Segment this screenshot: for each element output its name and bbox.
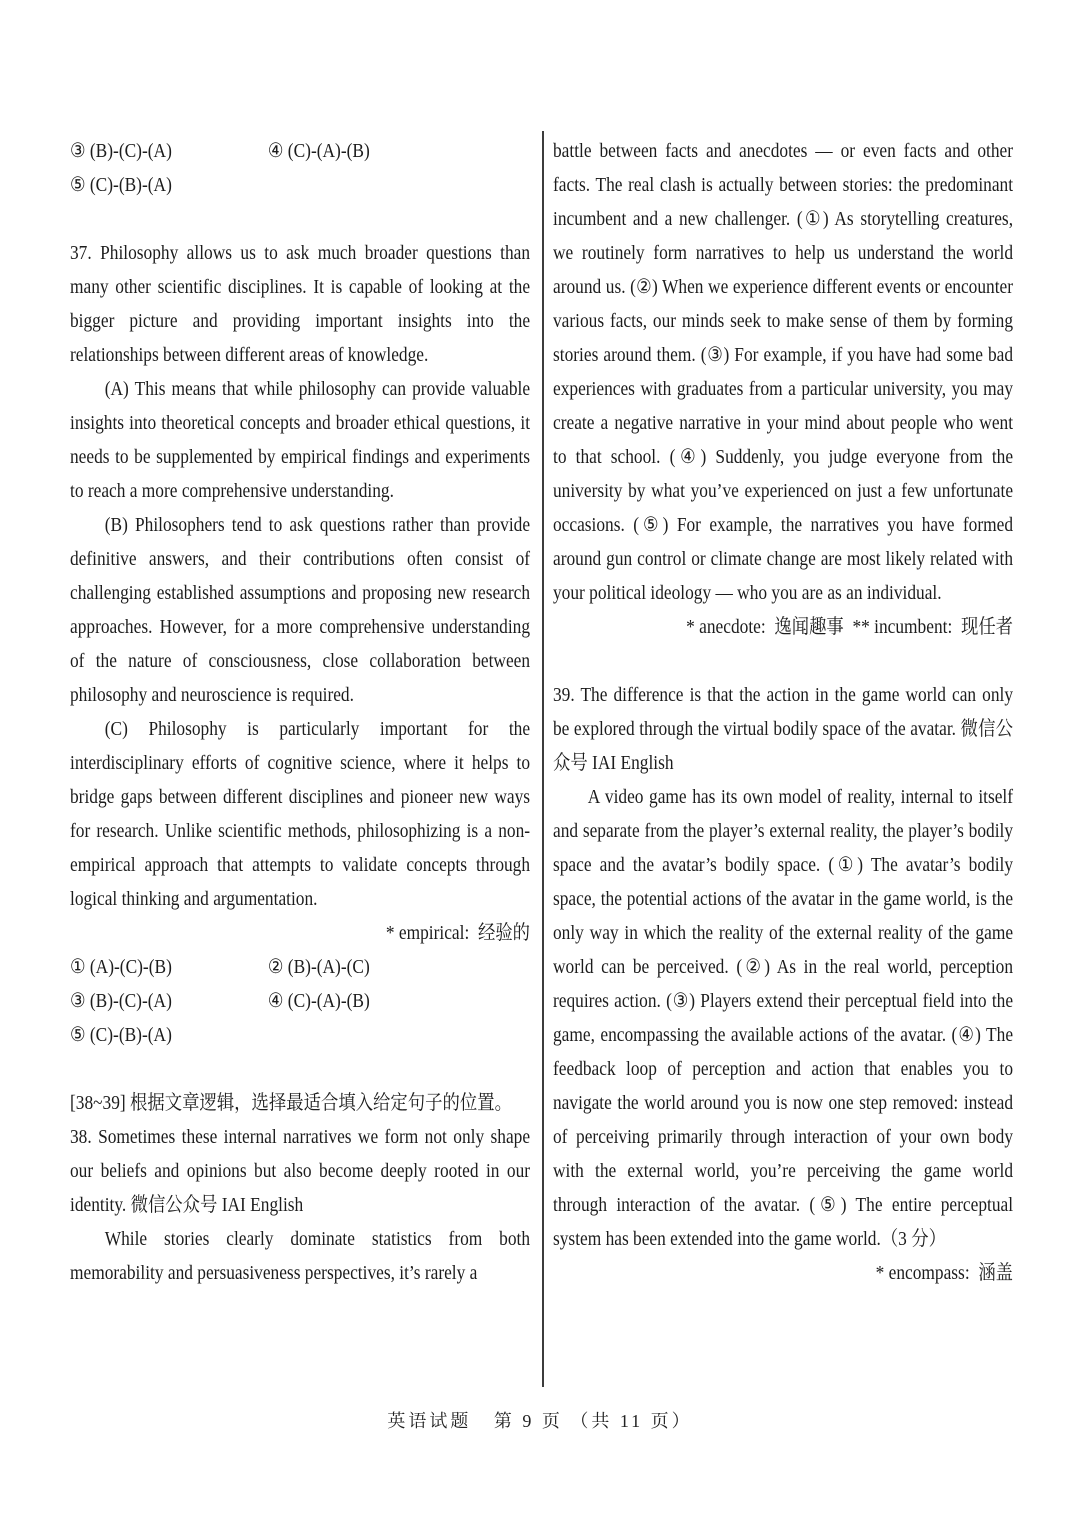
option-4: ④ (C)-(A)-(B) bbox=[267, 990, 370, 1012]
question-38-passage-continued: battle between facts and anecdotes — or even facts and other facts. The real clash is actually between stories: the predominant incumbent and a new challenger. (①) As storytelling creatures, we routinely form narratives to help us understand the world around us. (②) When we experience different events or encounter various facts, our minds seek to make sense of them by forming stories around them. (③) For example, if you have had some bad experiences with graduates from a particular university, you may create a negative narrative in your mind about people who went to that school. (④) Suddenly, you judge everyone from the university by what you’ve experienced on just a few unfortunate occasions. (⑤) For example, the narratives you have formed around gun control or climate change are most likely related with your political ideology — who you are as an individual. bbox=[553, 140, 1014, 604]
question-38-gloss: * anecdote: 逸闻趣事 ** incumbent: 现任者 bbox=[686, 616, 1014, 638]
carryover-options-row-1 bbox=[70, 134, 530, 168]
option-4: ④ (C)-(A)-(B) bbox=[267, 140, 370, 162]
option-5: ⑤ (C)-(B)-(A) bbox=[70, 1024, 172, 1046]
column-divider bbox=[542, 131, 544, 1387]
question-37-options-row-3 bbox=[70, 1018, 530, 1052]
option-5: ⑤ (C)-(B)-(A) bbox=[70, 174, 172, 196]
question-37-paragraph-c: (C) Philosophy is particularly important for the interdisciplinary efforts of cognitive science, where it helps to bridge gaps between different disciplines and pioneer new ways for research. Unlike scientific methods, philosophizing is a non-empirical approach that attempts to validate concepts through logical thinking and argumentation. bbox=[70, 718, 531, 910]
question-37-gloss: * empirical: 经验的 bbox=[385, 922, 531, 944]
question-39-gloss: * encompass: 涵盖 bbox=[875, 1262, 1014, 1284]
question-38-sentence: 38. Sometimes these internal narratives we form not only shape our beliefs and opinions but also become deeply rooted in our identity. 微信公众号 IAI English bbox=[70, 1126, 531, 1216]
carryover-options-row-2 bbox=[70, 168, 530, 202]
question-37-paragraph-b: (B) Philosophers tend to ask questions rather than provide definitive answers, and their contributions often consist of challenging established assumptions and proposing new research approaches. However, for a more comprehensive understanding of the nature of consciousness, close collaboration between philosophy and neuroscience is required. bbox=[70, 514, 531, 706]
question-37-options-row-2 bbox=[70, 984, 530, 1018]
question-39-sentence: 39. The difference is that the action in the game world can only be explored through the virtual bodily space of the avatar. 微信公众号 IAI English bbox=[553, 684, 1014, 774]
page-footer: 英语试题 第 9 页 （共 11 页） bbox=[387, 1411, 693, 1431]
question-37-paragraph-a: (A) This means that while philosophy can provide valuable insights into theoretical concepts and broader ethical questions, it needs to be supplemented by empirical findings and experiments to reach a more comprehensive understanding. bbox=[70, 378, 531, 502]
question-37-stem: 37. Philosophy allows us to ask much broader questions than many other scientific disciplines. It is capable of looking at the bigger picture and providing important insights into the relationships between different areas of knowledge. bbox=[70, 242, 531, 366]
option-2: ② (B)-(A)-(C) bbox=[267, 956, 370, 978]
section-38-39-instruction: [38~39] 根据文章逻辑，选择最适合填入给定句子的位置。 bbox=[70, 1092, 512, 1114]
question-39-passage: A video game has its own model of reality, internal to itself and separate from the player’s external reality, the player’s bodily space and the avatar’s bodily space. (①) The avatar’s bodily space, the potential actions of the avatar in the game world, is the only way in which the reality of the external reality of the game world can be perceived. (②) As in the real world, perception requires action. (③) Players extend their perceptual field into the game, encompassing the available actions of the avatar. (④) The feedback loop of perception and action that enables you to navigate the world around you is now one step removed: instead of perceiving primarily through interaction of your own body with the external world, you’re perceiving the game world through interaction of the avatar. (⑤) The entire perceptual system has been extended into the game world.（3 分） bbox=[553, 786, 1014, 1250]
question-38-passage-start: While stories clearly dominate statistics from both memorability and persuasiveness perspectives, it’s rarely a bbox=[70, 1228, 531, 1284]
option-3: ③ (B)-(C)-(A) bbox=[70, 990, 172, 1012]
right-column bbox=[553, 134, 1013, 1290]
option-1: ① (A)-(C)-(B) bbox=[70, 956, 172, 978]
left-column bbox=[70, 134, 530, 1290]
option-3: ③ (B)-(C)-(A) bbox=[70, 140, 172, 162]
question-37-options-row-1 bbox=[70, 950, 530, 984]
